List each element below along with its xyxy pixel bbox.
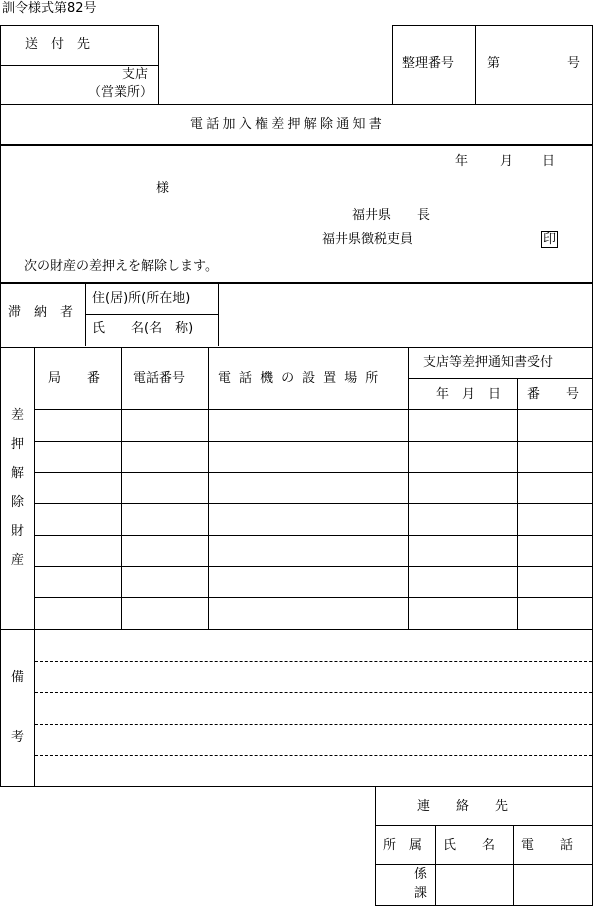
reference-go: 号	[567, 56, 581, 71]
property-side-4: 除	[11, 495, 25, 510]
property-table	[0, 347, 593, 630]
reference-label: 整理番号	[402, 56, 455, 71]
date-month: 月	[500, 154, 514, 169]
col-receipt: 支店等差押通知書受付	[423, 355, 554, 370]
debtor-address-label: 住(居)所(所在地)	[92, 291, 191, 306]
debtor-box	[0, 283, 593, 348]
addressee-suffix: 様	[156, 181, 170, 196]
date-day: 日	[542, 154, 556, 169]
date-year: 年	[455, 154, 469, 169]
sender-label: 送 付 先	[25, 37, 91, 52]
property-side-2: 押	[11, 437, 25, 452]
remarks-label-2: 考	[11, 730, 25, 745]
contact-phone: 電 話	[521, 838, 574, 853]
col-bureau: 局 番	[48, 371, 101, 386]
property-side-3: 解	[11, 466, 25, 481]
contact-affiliation: 所 属	[383, 838, 423, 853]
col-receipt-date: 年 月 日	[436, 387, 502, 402]
form-number: 訓令様式第82号	[2, 1, 97, 16]
remarks-label-1: 備	[11, 670, 25, 685]
debtor-label: 滞 納 者	[8, 305, 74, 320]
remarks-box	[0, 629, 593, 787]
property-side-1: 差	[11, 408, 25, 423]
property-side-6: 産	[11, 553, 25, 568]
property-side-5: 財	[11, 524, 25, 539]
sender-office: （営業所）	[88, 85, 154, 100]
contact-name: 氏 名	[443, 838, 496, 853]
reference-dai: 第	[487, 56, 501, 71]
sender-branch: 支店	[122, 67, 149, 82]
issuer-officer: 福井県徴税吏員	[322, 232, 414, 247]
debtor-name-label: 氏 名(名 称)	[92, 321, 194, 336]
col-receipt-no: 番 号	[527, 387, 580, 402]
col-phone: 電話番号	[133, 371, 186, 386]
contact-kakari: 係	[414, 867, 428, 882]
contact-label: 連 絡 先	[417, 799, 509, 814]
issuer-governor: 福井県 長	[352, 208, 431, 223]
document-title: 電話加入権差押解除通知書	[190, 117, 386, 132]
notice-text: 次の財産の差押えを解除します。	[24, 259, 218, 274]
contact-ka: 課	[414, 886, 428, 901]
col-location: 電 話 機 の 設 置 場 所	[218, 371, 381, 386]
seal-mark: 印	[543, 232, 557, 247]
